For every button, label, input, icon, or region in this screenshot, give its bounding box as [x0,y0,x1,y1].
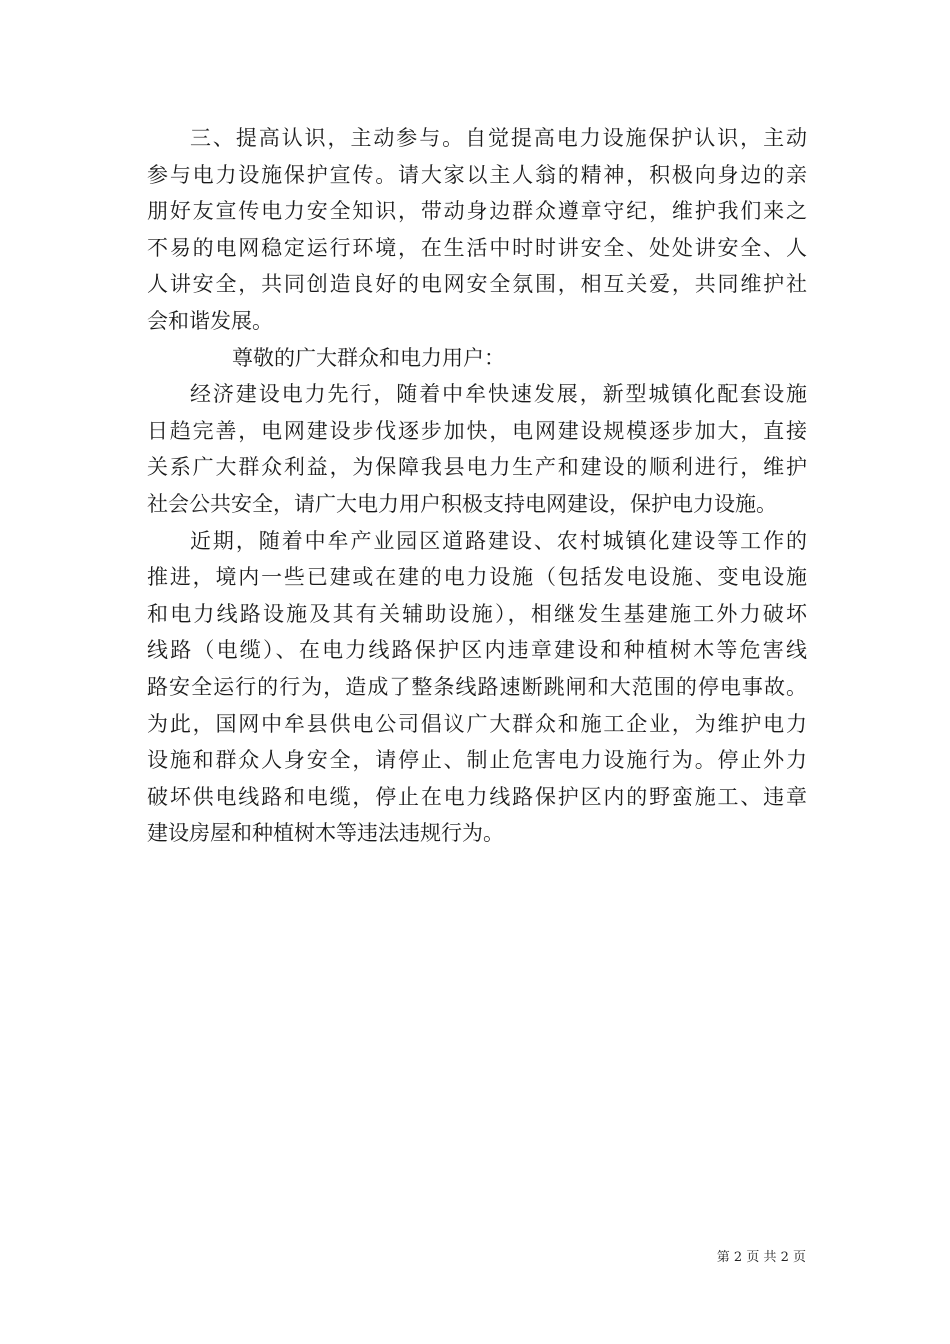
text-line: 破坏供电线路和电缆，停止在电力线路保护区内的野蛮施工、违章 [147,784,807,809]
text-line: 社会公共安全，请广大电力用户积极支持电网建设，保护电力设施。 [147,491,777,516]
text-line: 推进，境内一些已建或在建的电力设施（包括发电设施、变电设施 [147,565,807,590]
document-body [147,120,807,852]
text-line: 和电力线路设施及其有关辅助设施），相继发生基建施工外力破坏 [147,601,807,626]
text-line: 经济建设电力先行，随着中牟快速发展，新型城镇化配套设施 [190,382,807,407]
text-line: 为此，国网中牟县供电公司倡议广大群众和施工企业，为维护电力 [147,711,807,736]
paragraph-raise-awareness [147,120,807,340]
text-line: 线路（电缆）、在电力线路保护区内违章建设和种植树木等危害线 [147,638,807,663]
text-line: 参与电力设施保护宣传。请大家以主人翁的精神，积极向身边的亲 [147,162,807,187]
text-line: 会和谐发展。 [147,308,273,333]
paragraph-recent [147,523,807,852]
salutation [147,340,807,377]
text-line: 近期，随着中牟产业园区道路建设、农村城镇化建设等工作的 [190,528,807,553]
page-number: 第 2 页 共 2 页 [716,1250,806,1265]
text-line: 不易的电网稳定运行环境，在生活中时时讲安全、处处讲安全、人 [147,235,807,260]
text-line: 建设房屋和种植树木等违法违规行为。 [147,821,504,846]
text-line: 日趋完善，电网建设步伐逐步加快，电网建设规模逐步加大，直接 [147,418,807,443]
text-line: 朋好友宣传电力安全知识，带动身边群众遵章守纪，维护我们来之 [147,199,807,224]
text-line: 关系广大群众利益，为保障我县电力生产和建设的顺利进行，维护 [147,455,807,480]
text-line: 人讲安全，共同创造良好的电网安全氛围，相互关爱，共同维护社 [147,272,807,297]
text-line: 三、提高认识，主动参与。自觉提高电力设施保护认识，主动 [190,126,807,150]
salutation-line: 尊敬的广大群众和电力用户： [232,345,505,370]
text-line: 设施和群众人身安全，请停止、制止危害电力设施行为。停止外力 [147,748,807,773]
paragraph-intro [147,376,807,522]
text-line: 路安全运行的行为，造成了整条线路速断跳闸和大范围的停电事故。 [147,674,807,699]
